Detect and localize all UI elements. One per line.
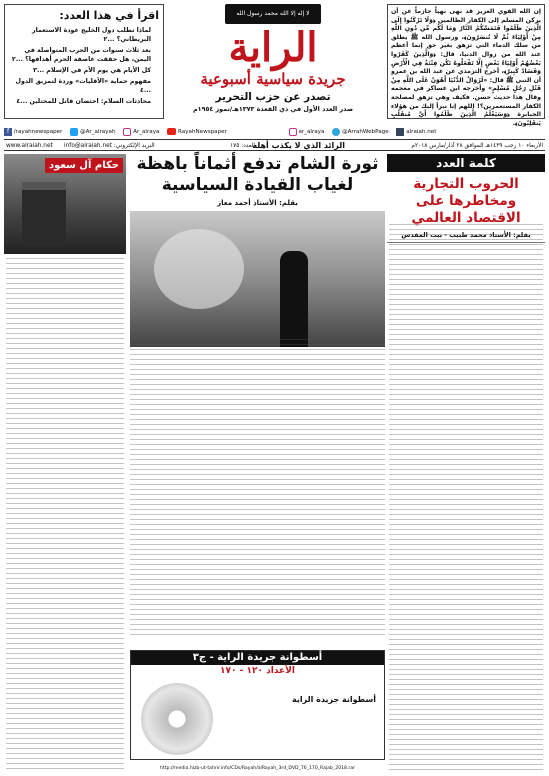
in-this-issue-title: اقرأ في هذا العدد: [59, 9, 159, 22]
cd-title: أسطوانة جريدة الراية - ج٣ [131, 651, 384, 665]
instagram-right-handle[interactable]: ar_alraya [298, 129, 325, 135]
masthead [178, 4, 368, 124]
issue-item[interactable]: كل الأيام هي يوم الأم في الإسلام ...٣ [33, 67, 151, 74]
top-right-box [387, 4, 545, 127]
in-this-issue-box [4, 4, 164, 119]
tumblr-icon[interactable] [396, 128, 404, 136]
word-column-header: كلمة العدد [387, 154, 545, 172]
issue-email[interactable]: البريد الإلكتروني: info@alraiah.net [64, 143, 155, 149]
footer-url[interactable]: http://media.hizb-ut-tahrir.info/CDs/Rayah/alRayah_3rd_DVD_76_170_Rajab_2018.rar [159, 766, 356, 771]
twitter-icon[interactable] [70, 128, 78, 136]
lead-photo-fighter [280, 251, 308, 347]
banner-flag [225, 4, 321, 24]
saud-photo [4, 154, 126, 254]
issue-website[interactable]: www.alraiah.net [6, 143, 53, 149]
lead-article-body [130, 339, 385, 639]
word-column-byline: بقلم: الأستاذ محمد طبيب - بيت المقدس [387, 230, 545, 243]
masthead-publisher: تصدر عن حزب التحرير [215, 91, 331, 103]
instagram-icon[interactable] [289, 128, 297, 136]
facebook-handle[interactable]: /rayahnewspaper [13, 129, 63, 135]
issue-date: الأربعاء ١٠ رجب ١٤٣٩هـ الموافق ٢٨ آذار/مارس ٢٠١٨م [411, 143, 543, 149]
saud-column [4, 154, 126, 772]
issue-item[interactable]: مفهوم حماية «الأقليات» وردة لتمزيق الدول ...٤ [15, 78, 151, 94]
issue-number: العدد: ١٧٥ [230, 143, 255, 149]
word-column-body [389, 224, 543, 772]
saud-title: حكام آل سعود [45, 158, 123, 173]
telegram-icon[interactable] [332, 128, 340, 136]
lead-article-byline: بقلم: الأستاذ أحمد معاز [217, 199, 298, 207]
top-right-box-text: إن الله القوي العزيز قد نهى نهياً جازماً عن أن يركن المسلم إلى الكفار الظالمين ﴿وَلَا تَرْكَنُوا إِلَى الَّذِينَ ظَلَمُوا فَتَمَسَّكُمُ النَّارُ وَمَا لَكُم مِّن دُونِ اللَّهِ مِنْ أَوْلِيَاءَ ثُمَّ لَا تُنصَرُونَ﴾، ورسول الله ﷺ يطلق من سلك الدماء التي تزهق بغير حق إنما أعظم عند الله من زوال الدنيا، قال: ﴿وَالَّذِينَ كَفَرُوا بَعْضُهُمْ أَوْلِيَاءُ بَعْضٍ إِلَّا تَفْعَلُوهُ تَكُن فِتْنَةٌ فِي الْأَرْضِ وَفَسَادٌ كَبِيرٌ﴾، أخرج الترمذي عن عبد الله بن عمرو أن النبي ﷺ قال: «لَزَوَالُ الدُّنْيَا أَهْوَنُ عَلَى اللَّهِ مِنْ قَتْلِ رَجُلٍ مُسْلِمٍ» وأخرجه ابن عساكر في معجمه وقال هذا حديث حسن. فكيف وهي تزهق لمصلحة الكفار المستعمرين؟! اللهم إنا نبرأ إليك من هؤلاء الجبابرة ﴿وَسَيَعْلَمُ الَّذِينَ ظَلَمُوا أَيَّ مُنقَلَبٍ يَنقَلِبُونَ﴾. [391, 8, 541, 127]
masthead-subtitle: جريدة سياسية أسبوعية [200, 70, 346, 88]
telegram-handle[interactable]: @ArrahWebPage [342, 129, 389, 135]
cd-subtitle: الأعداد ١٢٠ - ١٧٠ [220, 666, 295, 676]
lead-photo [130, 211, 385, 347]
youtube-handle[interactable]: RayahNewspaper [178, 129, 227, 135]
twitter-handle[interactable]: @Ar_alrayah [80, 129, 116, 135]
word-column [387, 154, 545, 772]
tumblr-handle[interactable]: alraiah.net [406, 129, 437, 135]
issue-item[interactable]: محادثات السلام: احتضان قاتل للمحتلين ...٤ [16, 98, 151, 105]
lead-photo-smoke [154, 229, 244, 309]
word-column-title: الحروب التجارية ومخاطرها على الاقتصاد العالمي [411, 176, 521, 226]
cd-box [130, 650, 385, 760]
issue-slogan: الرائد الذي لا يكذب أهله [252, 141, 345, 150]
instagram-icon[interactable] [123, 128, 131, 136]
issue-bar [4, 139, 545, 151]
issue-item[interactable]: لماذا تطلب دول الخليج عودة الاستعمار البريطاني؟ ...٢ [32, 27, 151, 43]
social-bar [4, 127, 545, 138]
masthead-logo: الراية [228, 24, 318, 71]
saud-photo-building [22, 182, 66, 242]
cd-label: أسطوانة جريدة الراية [292, 695, 376, 704]
banner-text: لا إله إلا الله محمد رسول الله [236, 10, 310, 17]
lead-article-title: ثورة الشام تدفع أثماناً باهظة لغياب القيادة السياسية [136, 154, 379, 195]
saud-column-body [6, 258, 124, 772]
masthead-issue-line: صدر العدد الأول في ذي القعدة ١٣٧٣هـ/تموز ١٩٥٤م [192, 105, 354, 113]
facebook-icon[interactable]: f [4, 128, 12, 136]
youtube-icon[interactable] [167, 128, 176, 135]
instagram-handle[interactable]: Ar_alraya [133, 129, 160, 135]
issue-item[interactable]: بعد ثلاث سنوات من الحرب المتواصلة في اليمن، هل حققت عاصفة الحزم أهدافها؟ ...٢ [11, 47, 151, 63]
cd-image [141, 683, 213, 755]
